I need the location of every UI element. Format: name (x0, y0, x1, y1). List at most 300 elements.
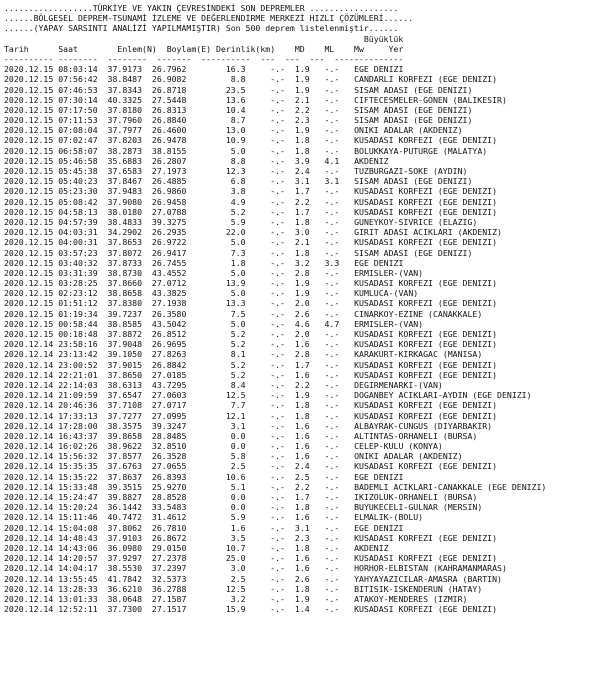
cell-loc: EGE DENIZI (354, 257, 404, 268)
cell-loc: KUSADASI KORFEZI (EGE DENIZI) (354, 359, 498, 370)
cell-md: -.- (270, 155, 286, 166)
cell-lat: 37.8733 (107, 257, 143, 268)
cell-lon: 27.1517 (151, 604, 187, 615)
cell-mw: -.- (324, 471, 340, 482)
cell-ml: 2.3 (294, 115, 310, 126)
cell-time: 14:20:57 (58, 553, 98, 564)
cell-time: 07:11:53 (58, 115, 98, 126)
cell-lat: 38.3575 (107, 420, 143, 431)
cell-lon: 26.9458 (151, 196, 187, 207)
cell-depth: 5.2 (230, 339, 246, 350)
cell-lat: 37.8467 (107, 176, 143, 187)
cell-loc: SISAM ADASI (EGE DENIZI) (354, 176, 473, 187)
cell-lat: 40.7472 (107, 512, 143, 523)
cell-mw: -.- (324, 125, 340, 136)
cell-lon: 33.5483 (151, 502, 187, 513)
cell-depth: 12.1 (225, 410, 246, 421)
cell-depth: 3.8 (230, 186, 246, 197)
cell-mw: -.- (324, 349, 340, 360)
table-row (4, 461, 600, 471)
cell-lon: 28.8528 (151, 492, 187, 502)
cell-lon: 27.1938 (151, 298, 187, 309)
cell-date: 2020.12.15 (4, 329, 54, 339)
cell-depth: 5.1 (230, 481, 246, 492)
cell-md: -.- (270, 400, 286, 411)
cell-ml: 1.6 (294, 512, 310, 523)
table-row (4, 482, 600, 492)
cell-date: 2020.12.15 (4, 227, 54, 238)
cell-mw: -.- (324, 502, 340, 513)
cell-ml: 1.8 (294, 583, 310, 594)
table-row (4, 492, 600, 502)
cell-depth: 10.7 (225, 542, 246, 553)
cell-ml: 1.9 (294, 74, 310, 85)
cell-lon: 39.3275 (151, 216, 187, 227)
col-depth: Derinlik(km) (216, 43, 276, 54)
cell-time: 00:18:48 (58, 329, 98, 339)
cell-depth: 8.7 (230, 115, 246, 126)
cell-ml: 3.9 (294, 155, 310, 166)
cell-loc: KUSADASI KORFEZI (EGE DENIZI) (354, 186, 498, 197)
cell-md: -.- (270, 481, 286, 492)
cell-ml: 3.1 (294, 522, 310, 533)
cell-ml: 2.8 (294, 267, 310, 278)
cell-mw: -.- (324, 196, 340, 207)
cell-md: -.- (270, 542, 286, 553)
cell-depth: 13.0 (225, 125, 246, 136)
cell-depth: 7.5 (230, 308, 246, 319)
cell-time: 23:58:16 (58, 339, 98, 350)
cell-date: 2020.12.15 (4, 155, 54, 166)
cell-loc: CINARKOY-EZINE (CANAKKALE) (354, 308, 483, 319)
cell-lat: 37.8577 (107, 451, 143, 462)
cell-date: 2020.12.14 (4, 461, 54, 472)
cell-date: 2020.12.14 (4, 553, 54, 564)
cell-lat: 37.7960 (107, 115, 143, 126)
table-row (4, 64, 600, 74)
cell-loc: DOGANBEY ACIKLARI-AYDIN (EGE DENIZI) (354, 390, 532, 401)
table-row (4, 563, 600, 573)
table-row (4, 431, 600, 441)
cell-mw: -.- (324, 379, 340, 390)
cell-date: 2020.12.14 (4, 502, 54, 513)
cell-lon: 43.7295 (151, 379, 187, 390)
cell-lat: 41.7842 (107, 573, 143, 584)
cell-md: -.- (270, 94, 286, 105)
cell-mw: -.- (324, 573, 340, 584)
table-row (4, 248, 600, 258)
cell-time: 17:28:00 (58, 420, 98, 431)
cell-mw: -.- (324, 604, 340, 615)
cell-ml: 3.1 (294, 176, 310, 187)
cell-mw: -.- (324, 298, 340, 309)
table-row (4, 278, 600, 288)
cell-mw: -.- (324, 441, 340, 452)
cell-date: 2020.12.15 (4, 318, 54, 329)
cell-md: -.- (270, 604, 286, 615)
cell-time: 22:14:03 (58, 379, 98, 390)
cell-loc: ERMISLER-(VAN) (354, 267, 424, 278)
cell-mw: -.- (324, 583, 340, 594)
cell-ml: 1.8 (294, 542, 310, 553)
cell-date: 2020.12.14 (4, 573, 54, 584)
cell-time: 16:02:26 (58, 441, 98, 452)
cell-ml: 2.0 (294, 298, 310, 309)
cell-depth: 2.5 (230, 461, 246, 472)
cell-md: -.- (270, 176, 286, 187)
cell-depth: 5.2 (230, 369, 246, 380)
table-row (4, 594, 600, 604)
cell-md: -.- (270, 267, 286, 278)
cell-loc: KUSADASI KORFEZI (EGE DENIZI) (354, 369, 498, 380)
cell-lat: 37.6583 (107, 166, 143, 176)
cell-lat: 37.7977 (107, 125, 143, 136)
cell-lat: 37.8203 (107, 135, 143, 146)
cell-lat: 37.8180 (107, 104, 143, 115)
cell-ml: 4.6 (294, 318, 310, 329)
table-row (4, 319, 600, 329)
cell-md: -.- (270, 593, 286, 604)
cell-ml: 1.6 (294, 420, 310, 431)
cell-ml: 1.6 (294, 441, 310, 452)
cell-date: 2020.12.14 (4, 369, 54, 380)
cell-depth: 25.0 (225, 553, 246, 564)
cell-loc: KUSADASI KORFEZI (EGE DENIZI) (354, 135, 498, 146)
table-row (4, 604, 600, 614)
cell-date: 2020.12.15 (4, 166, 54, 176)
cell-depth: 12.3 (225, 166, 246, 176)
cell-lat: 38.8585 (107, 318, 143, 329)
cell-md: -.- (270, 502, 286, 513)
cell-ml: 1.8 (294, 410, 310, 421)
cell-mw: -.- (324, 420, 340, 431)
cell-lat: 38.9622 (107, 441, 143, 452)
table-row (4, 237, 600, 247)
cell-mw: -.- (324, 512, 340, 523)
cell-lon: 38.8155 (151, 145, 187, 156)
cell-ml: 2.2 (294, 481, 310, 492)
cell-lat: 37.7108 (107, 400, 143, 411)
cell-lon: 26.7962 (151, 64, 187, 75)
cell-depth: 13.3 (225, 298, 246, 309)
table-row (4, 146, 600, 156)
cell-date: 2020.12.15 (4, 145, 54, 156)
cell-md: -.- (270, 227, 286, 238)
cell-md: -.- (270, 247, 286, 258)
cell-loc: DEGIRMENARKI-(VAN) (354, 379, 443, 390)
cell-lat: 38.8487 (107, 74, 143, 85)
cell-time: 07:30:14 (58, 94, 98, 105)
cell-md: -.- (270, 451, 286, 462)
cell-md: -.- (270, 379, 286, 390)
cell-mw: -.- (324, 532, 340, 543)
table-row (4, 207, 600, 217)
cell-time: 15:33:48 (58, 481, 98, 492)
table-row (4, 115, 600, 125)
cell-ml: 2.6 (294, 308, 310, 319)
cell-date: 2020.12.14 (4, 430, 54, 441)
table-row (4, 135, 600, 145)
cell-date: 2020.12.15 (4, 288, 54, 299)
cell-time: 03:28:25 (58, 278, 98, 289)
cell-mw: -.- (324, 104, 340, 115)
cell-loc: IKIZOLUK-ORHANELI (BURSA) (354, 492, 478, 502)
cell-time: 08:03:14 (58, 64, 98, 75)
cell-lon: 27.0185 (151, 369, 187, 380)
cell-date: 2020.12.15 (4, 186, 54, 197)
cell-time: 21:09:59 (58, 390, 98, 401)
cell-depth: 8.1 (230, 349, 246, 360)
cell-depth: 12.5 (225, 390, 246, 401)
cell-lat: 37.9015 (107, 359, 143, 370)
cell-depth: 8.8 (230, 74, 246, 85)
cell-lon: 27.0717 (151, 400, 187, 411)
cell-lat: 37.8650 (107, 369, 143, 380)
cell-ml: 1.6 (294, 553, 310, 564)
cell-loc: AKDENIZ (354, 155, 389, 166)
cell-depth: 2.5 (230, 573, 246, 584)
table-row (4, 227, 600, 237)
cell-ml: 1.8 (294, 145, 310, 156)
cell-lat: 37.9048 (107, 339, 143, 350)
cell-mw: -.- (324, 237, 340, 248)
cell-md: -.- (270, 563, 286, 574)
cell-md: -.- (270, 135, 286, 146)
table-row (4, 574, 600, 584)
cell-loc: TUZBURGAZI-SOKE (AYDIN) (354, 166, 468, 176)
cell-mw: -.- (324, 492, 340, 502)
cell-mw: -.- (324, 308, 340, 319)
cell-lat: 39.8827 (107, 492, 143, 502)
cell-ml: 1.9 (294, 390, 310, 401)
cell-date: 2020.12.15 (4, 196, 54, 207)
cell-lon: 26.9722 (151, 237, 187, 248)
cell-time: 04:58:13 (58, 206, 98, 217)
cell-lon: 32.5373 (151, 573, 187, 584)
cell-loc: SISAM ADASI (EGE DENIZI) (354, 104, 473, 115)
cell-loc: KUSADASI KORFEZI (EGE DENIZI) (354, 196, 498, 207)
cell-date: 2020.12.14 (4, 563, 54, 574)
cell-lon: 26.8842 (151, 359, 187, 370)
cell-depth: 23.5 (225, 84, 246, 95)
cell-loc: HORHOR-ELBISTAN (KAHRAMANMARAS) (354, 563, 507, 574)
table-row (4, 360, 600, 370)
table-row (4, 268, 600, 278)
cell-depth: 5.0 (230, 237, 246, 248)
cell-date: 2020.12.15 (4, 267, 54, 278)
cell-date: 2020.12.14 (4, 481, 54, 492)
cell-depth: 10.4 (225, 104, 246, 115)
table-row (4, 370, 600, 380)
cell-loc: KUSADASI KORFEZI (EGE DENIZI) (354, 400, 498, 411)
cell-lat: 37.9297 (107, 553, 143, 564)
cell-date: 2020.12.15 (4, 64, 54, 75)
cell-ml: 1.7 (294, 206, 310, 217)
cell-lat: 36.6210 (107, 583, 143, 594)
cell-loc: AKDENIZ (354, 542, 389, 553)
cell-time: 05:08:42 (58, 196, 98, 207)
cell-lon: 43.3825 (151, 288, 187, 299)
cell-lon: 27.5448 (151, 94, 187, 105)
cell-lat: 37.8062 (107, 522, 143, 533)
cell-lat: 36.1442 (107, 502, 143, 513)
cell-date: 2020.12.14 (4, 532, 54, 543)
cell-ml: 1.6 (294, 339, 310, 350)
cell-depth: 5.0 (230, 318, 246, 329)
cell-loc: GUNEYKOY-SIVRICE (ELAZIG) (354, 216, 478, 227)
table-row (4, 584, 600, 594)
cell-date: 2020.12.14 (4, 379, 54, 390)
cell-md: -.- (270, 420, 286, 431)
col-date: Tarih (4, 43, 29, 54)
cell-loc: KUSADASI KORFEZI (EGE DENIZI) (354, 461, 498, 472)
cell-depth: 10.9 (225, 135, 246, 146)
cell-mw: 3.1 (324, 176, 340, 187)
cell-time: 15:56:32 (58, 451, 98, 462)
table-row (4, 400, 600, 410)
cell-lat: 37.7277 (107, 410, 143, 421)
cell-md: -.- (270, 390, 286, 401)
cell-time: 13:01:33 (58, 593, 98, 604)
cell-loc: CIFTECESMELER-GONEN (BALIKESIR) (354, 94, 507, 105)
cell-depth: 15.9 (225, 604, 246, 615)
cell-ml: 1.9 (294, 288, 310, 299)
cell-lon: 26.4885 (151, 176, 187, 187)
cell-lon: 27.1587 (151, 593, 187, 604)
cell-md: -.- (270, 64, 286, 75)
cell-lat: 37.6763 (107, 461, 143, 472)
cell-lon: 26.2807 (151, 155, 187, 166)
cell-time: 22:21:01 (58, 369, 98, 380)
table-row (4, 380, 600, 390)
cell-ml: 2.4 (294, 461, 310, 472)
cell-lon: 26.8313 (151, 104, 187, 115)
cell-lon: 27.0712 (151, 278, 187, 289)
cell-mw: -.- (324, 339, 340, 350)
cell-date: 2020.12.14 (4, 441, 54, 452)
cell-loc: EGE DENIZI (354, 64, 404, 75)
cell-loc: EGE DENIZI (354, 471, 404, 482)
cell-mw: -.- (324, 410, 340, 421)
cell-loc: KUSADASI KORFEZI (EGE DENIZI) (354, 604, 498, 615)
table-row (4, 512, 600, 522)
cell-time: 15:04:08 (58, 522, 98, 533)
cell-lat: 37.8660 (107, 278, 143, 289)
cell-time: 15:11:46 (58, 512, 98, 523)
cell-loc: KUSADASI KORFEZI (EGE DENIZI) (354, 298, 498, 309)
cell-time: 05:46:58 (58, 155, 98, 166)
cell-lon: 27.1973 (151, 166, 187, 176)
cell-time: 07:02:47 (58, 135, 98, 146)
cell-mw: -.- (324, 267, 340, 278)
cell-md: -.- (270, 115, 286, 126)
cell-time: 04:03:31 (58, 227, 98, 238)
cell-mw: -.- (324, 278, 340, 289)
cell-md: -.- (270, 359, 286, 370)
cell-date: 2020.12.14 (4, 400, 54, 411)
col-lat: Enlem(N) (117, 43, 157, 54)
table-row (4, 298, 600, 308)
cell-loc: ALTINTAS-ORHANELI (BURSA) (354, 430, 478, 441)
cell-lat: 39.1050 (107, 349, 143, 360)
cell-date: 2020.12.15 (4, 206, 54, 217)
cell-md: -.- (270, 339, 286, 350)
cell-lat: 37.8653 (107, 237, 143, 248)
cell-date: 2020.12.14 (4, 420, 54, 431)
cell-ml: 1.8 (294, 135, 310, 146)
cell-date: 2020.12.15 (4, 216, 54, 227)
cell-mw: -.- (324, 593, 340, 604)
cell-md: -.- (270, 329, 286, 339)
cell-mw: -.- (324, 84, 340, 95)
cell-loc: KUSADASI KORFEZI (EGE DENIZI) (354, 410, 498, 421)
cell-lon: 27.0995 (151, 410, 187, 421)
cell-date: 2020.12.14 (4, 339, 54, 350)
cell-ml: 1.8 (294, 400, 310, 411)
cell-lat: 37.8072 (107, 247, 143, 258)
cell-ml: 2.2 (294, 196, 310, 207)
cell-date: 2020.12.14 (4, 390, 54, 401)
cell-time: 07:08:04 (58, 125, 98, 136)
cell-depth: 6.8 (230, 176, 246, 187)
cell-md: -.- (270, 278, 286, 289)
cell-time: 14:48:43 (58, 532, 98, 543)
cell-md: -.- (270, 74, 286, 85)
col-location: Yer (388, 43, 404, 54)
cell-time: 01:19:34 (58, 308, 98, 319)
cell-lat: 38.0648 (107, 593, 143, 604)
cell-lon: 26.2935 (151, 227, 187, 238)
cell-md: -.- (270, 216, 286, 227)
cell-md: -.- (270, 410, 286, 421)
cell-ml: 2.8 (294, 349, 310, 360)
cell-ml: 1.8 (294, 247, 310, 258)
cell-md: -.- (270, 349, 286, 360)
cell-mw: 4.7 (324, 318, 340, 329)
table-row (4, 441, 600, 451)
cell-date: 2020.12.15 (4, 257, 54, 268)
cell-mw: -.- (324, 430, 340, 441)
cell-lon: 26.8840 (151, 115, 187, 126)
cell-md: -.- (270, 441, 286, 452)
cell-md: -.- (270, 461, 286, 472)
cell-loc: GIRIT ADASI ACIKLARI (AKDENIZ) (354, 227, 502, 238)
cell-date: 2020.12.15 (4, 278, 54, 289)
cell-date: 2020.12.14 (4, 410, 54, 421)
cell-depth: 4.9 (230, 196, 246, 207)
cell-time: 00:58:44 (58, 318, 98, 329)
cell-md: -.- (270, 186, 286, 197)
cell-lon: 28.8485 (151, 430, 187, 441)
cell-md: -.- (270, 471, 286, 482)
cell-time: 07:46:53 (58, 84, 98, 95)
cell-mw: -.- (324, 359, 340, 370)
table-row (4, 166, 600, 176)
cell-time: 15:35:35 (58, 461, 98, 472)
cell-lat: 40.3325 (107, 94, 143, 105)
cell-loc: ONIKI ADALAR (AKDENIZ) (354, 125, 463, 136)
cell-mw: -.- (324, 563, 340, 574)
cell-date: 2020.12.15 (4, 94, 54, 105)
cell-lat: 39.8658 (107, 430, 143, 441)
cell-mw: -.- (324, 329, 340, 339)
cell-md: -.- (270, 492, 286, 502)
cell-ml: 1.4 (294, 604, 310, 615)
cell-loc: BADEMLI ACIKLARI-CANAKKALE (EGE DENIZI) (354, 481, 547, 492)
cell-md: -.- (270, 573, 286, 584)
table-row (4, 523, 600, 533)
cell-depth: 16.3 (225, 64, 246, 75)
